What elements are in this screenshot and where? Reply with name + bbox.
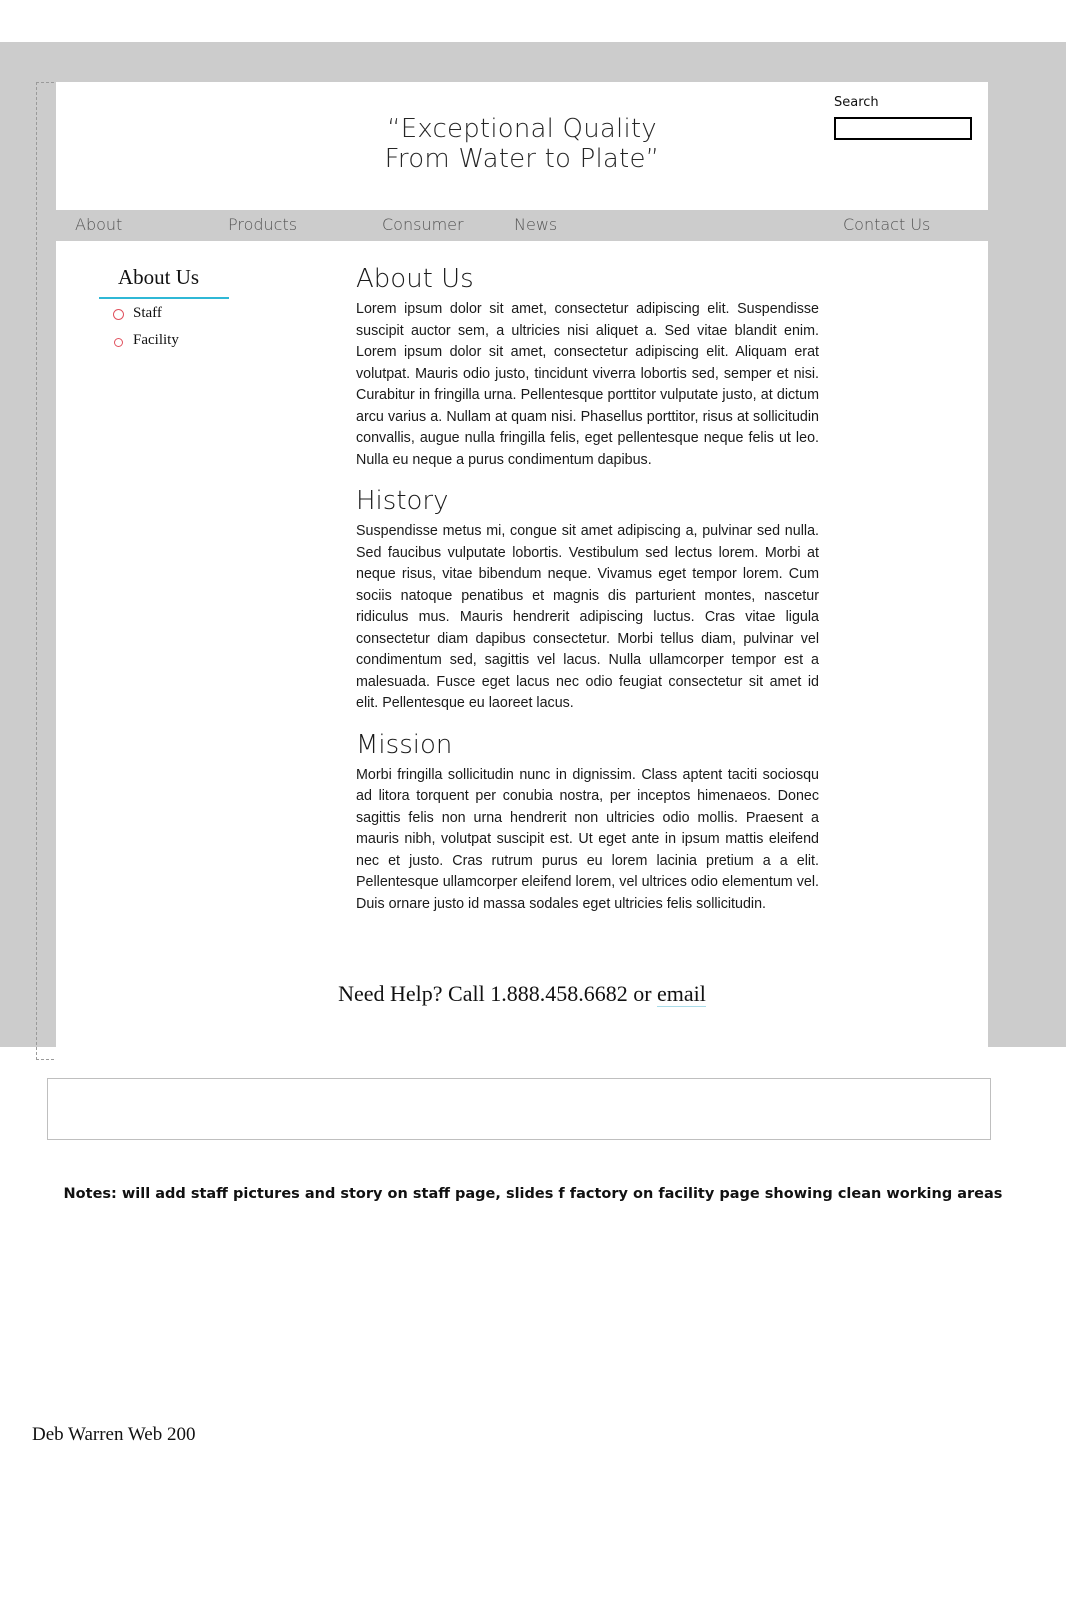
site-body bbox=[56, 241, 988, 1061]
nav-item-products[interactable]: Products bbox=[228, 215, 298, 234]
site-header bbox=[56, 82, 988, 210]
sidebar-title: About Us bbox=[118, 265, 200, 289]
sidebar bbox=[56, 241, 294, 1061]
section-body-mission: Morbi fringilla sollicitudin nunc in dignissim. Class aptent taciti sociosqu ad litora torquent per conubia nostra, per inceptos himenaeos. Donec sagittis felis non urna hendrerit non ultricies odio mollis. Praesent a mauris nibh, volutpat suscipit est. Ut eget ante in ipsum mattis eleifend nec et justo. Cras rutrum purus eu lorem lacinia pretium a a elit. Pellentesque ullamcorper eleifend lorem, vel ultrices odio elementum vel. Duis ornare justo id massa sodales eget ultricies felis sollicitudin. bbox=[356, 766, 819, 912]
circle-bullet-icon bbox=[113, 309, 124, 320]
nav-item-news[interactable]: News bbox=[514, 215, 558, 234]
section-body-history: Suspendisse metus mi, congue sit amet adipiscing a, pulvinar sed nulla. Sed faucibus vulputate lobortis. Vestibulum sed lectus lorem. Morbi at neque risus, vitae bibendum neque. Vivamus eget tempor lorem. Cum sociis natoque penatibus et magnis dis parturient montes, nascetur ridiculus mus. Mauris hendrerit adipiscing luctus. Cras vitae ligula consectetur diam dapibus consectetur. Morbi tellus diam, pulvinar vel condimentum sed, sagittis vel lacus. Nulla ullamcorper tempor est a malesuada. Fusce eget lacus nec odio feugiat consectetur sit amet id elit. Pellentesque eu laoreet lacus. bbox=[356, 523, 819, 711]
tagline-line-2: From Water to Plate” bbox=[384, 144, 660, 174]
nav-item-consumer[interactable]: Consumer bbox=[382, 215, 464, 234]
sidebar-accent-rule bbox=[99, 297, 229, 299]
search-label: Search bbox=[834, 95, 879, 110]
author-credit: Deb Warren Web 200 bbox=[32, 1424, 196, 1445]
search-area bbox=[834, 95, 976, 140]
nav-item-contact-us[interactable]: Contact Us bbox=[843, 215, 931, 234]
help-text: Need Help? Call 1.888.458.6682 or bbox=[338, 981, 658, 1006]
lower-empty-box bbox=[47, 1078, 991, 1140]
tagline-line-1: “Exceptional Quality bbox=[387, 114, 657, 144]
notes-text: Notes: will add staff pictures and story on staff page, slides f factory on facility page showing clean working areas bbox=[63, 1186, 1003, 1202]
nav-item-about[interactable]: About bbox=[75, 215, 123, 234]
section-body-about-us: Lorem ipsum dolor sit amet, consectetur adipiscing elit. Suspendisse suscipit auctor sem, a ultricies nisi aliquet a. Sed vitae blandit enim. Lorem ipsum dolor sit amet, consectetur adipiscing elit. Aliquam erat volutpat. Mauris odio justo, tincidunt viverra lobortis sed, semper et nisi. Curabitur in fringilla urna. Pellentesque porttitor vulputate justo, at dictum arcu varius a. Nullam at quam nisi. Phasellus porttitor, risus at sollicitudin convallis, augue nulla fringilla felis, eget pellentesque neque felis ut leo. Nulla eu neque a purus condimentum dapibus. bbox=[356, 301, 819, 468]
email-link[interactable]: email bbox=[657, 981, 706, 1006]
help-line bbox=[56, 981, 988, 1007]
sidebar-item-label: Facility bbox=[133, 332, 179, 348]
section-heading-history: History bbox=[356, 486, 449, 516]
sidebar-item-staff[interactable] bbox=[111, 305, 179, 322]
section-heading-mission: Mission bbox=[356, 729, 453, 760]
sidebar-item-facility[interactable] bbox=[111, 332, 179, 349]
section-heading-about-us: About Us bbox=[356, 264, 474, 294]
sidebar-item-label: Staff bbox=[133, 305, 162, 321]
sidebar-list bbox=[111, 305, 179, 359]
circle-bullet-icon bbox=[114, 338, 123, 347]
main-content bbox=[356, 241, 819, 915]
search-input[interactable] bbox=[834, 117, 972, 140]
website-canvas bbox=[56, 82, 988, 1060]
main-navigation bbox=[56, 210, 988, 241]
